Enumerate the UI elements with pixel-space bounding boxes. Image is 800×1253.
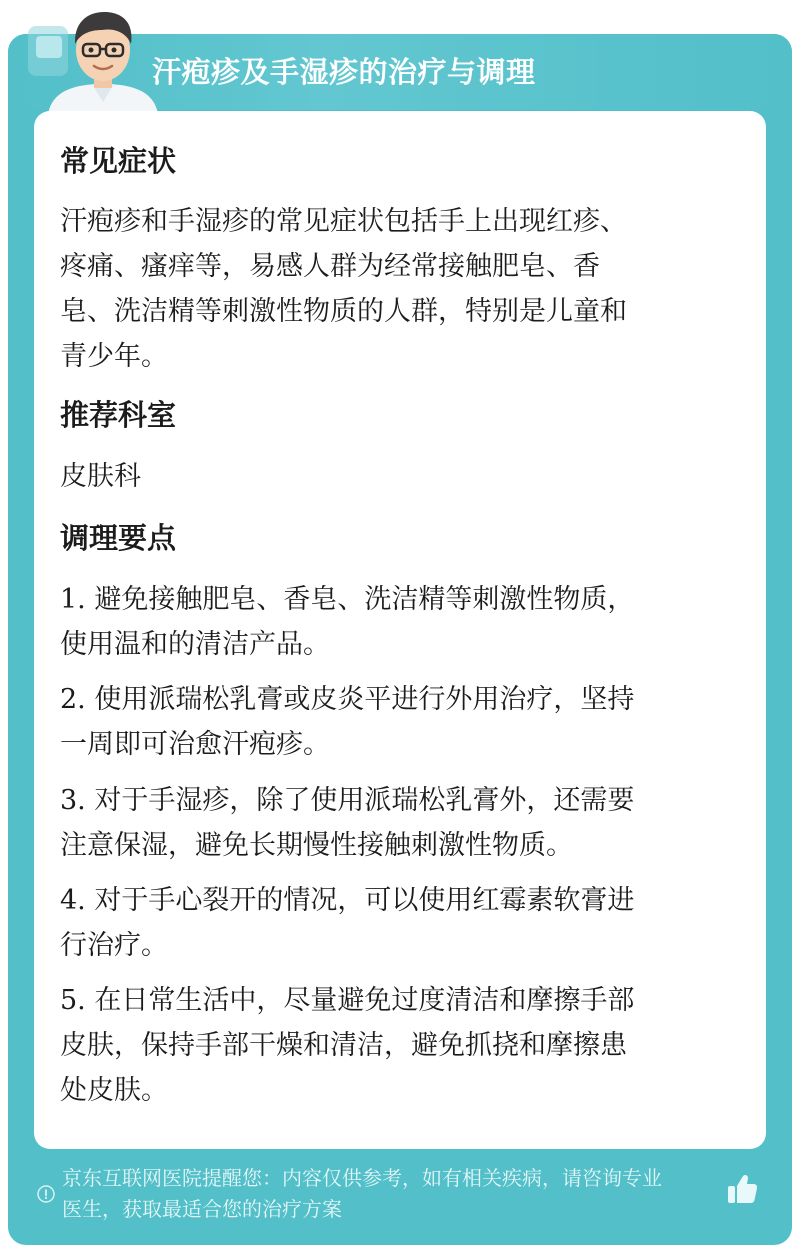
item-line: 使用温和的清洁产品。 bbox=[60, 629, 330, 660]
section-heading-department: 推荐科室 bbox=[60, 398, 177, 432]
item-line: 对于手心裂开的情况，可以使用红霉素软膏进 bbox=[94, 885, 635, 916]
item-line: 行治疗。 bbox=[60, 930, 168, 961]
care-item-2 bbox=[60, 677, 740, 767]
item-number: 4. bbox=[60, 885, 86, 916]
section-heading-care: 调理要点 bbox=[60, 521, 177, 555]
disclaimer-line: 医生，获取最适合您的治疗方案 bbox=[62, 1197, 342, 1221]
item-line: 皮肤，保持手部干燥和清洁，避免抓挠和摩擦患 bbox=[60, 1030, 627, 1061]
thumbs-up-icon[interactable] bbox=[725, 1172, 759, 1206]
item-line: 注意保湿，避免长期慢性接触刺激性物质。 bbox=[60, 830, 573, 861]
care-item-1 bbox=[60, 577, 740, 667]
symptoms-text bbox=[60, 199, 740, 379]
disclaimer bbox=[62, 1163, 726, 1225]
care-item-4 bbox=[60, 878, 740, 968]
content-card bbox=[34, 111, 766, 1149]
symptoms-line: 疼痛、瘙痒等，易感人群为经常接触肥皂、香 bbox=[60, 251, 600, 282]
page-title: 汗疱疹及手湿疹的治疗与调理 bbox=[152, 55, 536, 89]
department-text: 皮肤科 bbox=[60, 461, 141, 492]
item-number: 1. bbox=[60, 584, 86, 615]
item-number: 2. bbox=[60, 684, 86, 715]
item-line: 处皮肤。 bbox=[60, 1075, 168, 1106]
item-line: 一周即可治愈汗疱疹。 bbox=[60, 729, 330, 760]
symptoms-line: 青少年。 bbox=[60, 341, 168, 372]
section-heading-symptoms: 常见症状 bbox=[60, 144, 177, 178]
symptoms-line: 汗疱疹和手湿疹的常见症状包括手上出现红疹、 bbox=[60, 206, 627, 237]
info-icon bbox=[37, 1185, 55, 1203]
care-item-3 bbox=[60, 778, 740, 868]
symptoms-line: 皂、洗洁精等刺激性物质的人群，特别是儿童和 bbox=[60, 296, 627, 327]
item-number: 3. bbox=[60, 785, 86, 816]
item-number: 5. bbox=[60, 985, 86, 1016]
item-line: 使用派瑞松乳膏或皮炎平进行外用治疗，坚持 bbox=[94, 684, 635, 715]
item-line: 在日常生活中，尽量避免过度清洁和摩擦手部 bbox=[94, 985, 635, 1016]
disclaimer-line: 京东互联网医院提醒您：内容仅供参考，如有相关疾病，请咨询专业 bbox=[62, 1166, 662, 1190]
care-item-5 bbox=[60, 978, 740, 1113]
item-line: 对于手湿疹，除了使用派瑞松乳膏外，还需要 bbox=[94, 785, 635, 816]
item-line: 避免接触肥皂、香皂、洗洁精等刺激性物质， bbox=[94, 584, 635, 615]
